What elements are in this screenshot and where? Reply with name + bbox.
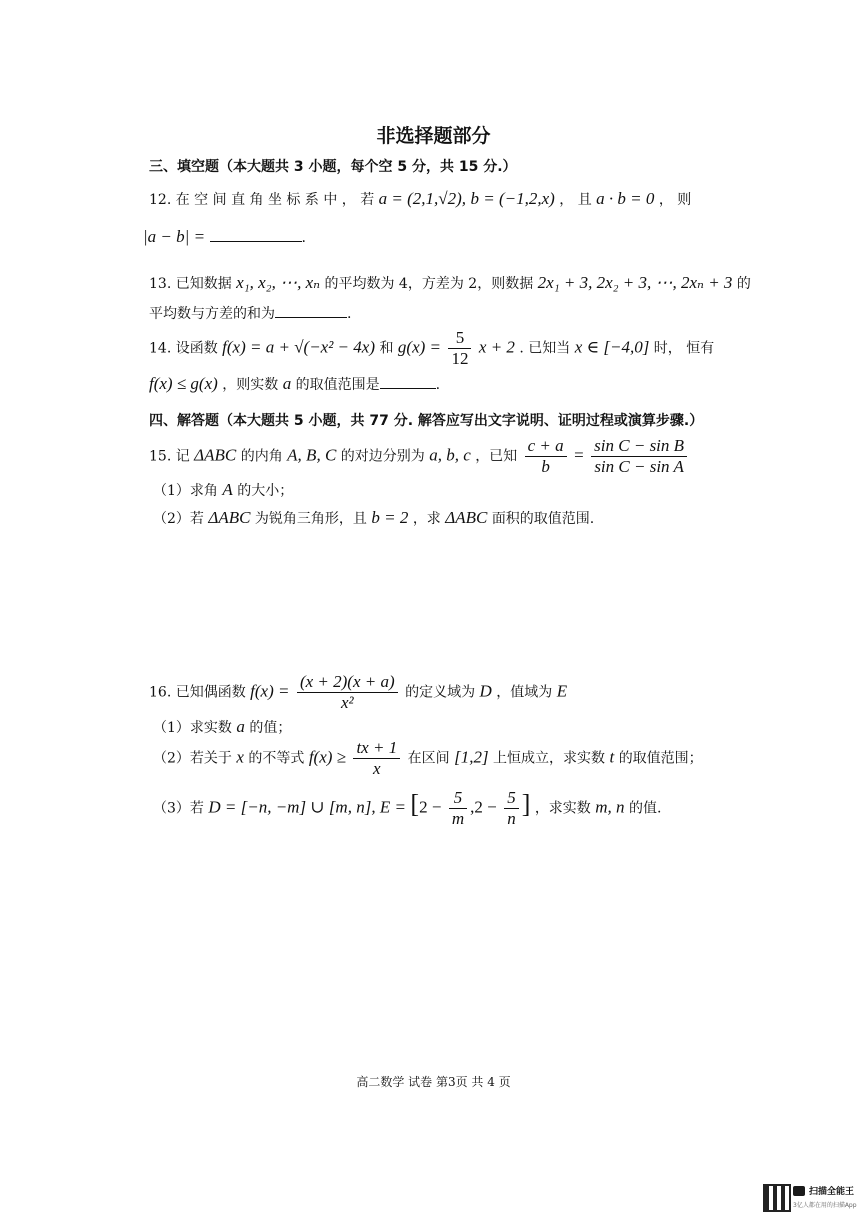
question-13-line1: 13. 已知数据 x₁, x₂, ⋯, xₙ 的平均数为 4，方差为 2，则数据 2x₁ + 3, 2x₂ + 3, ⋯, 2xₙ + 3 的 [149, 273, 751, 292]
scanner-logo-icon [793, 1186, 805, 1196]
fraction-5-over-m: $\frac{5}{m}$ [449, 788, 467, 829]
scanner-brand: 扫描全能王 [809, 1187, 855, 1197]
question-12-line2: |a − b| = . [143, 227, 306, 246]
question-12-line1: 12. 在 空 间 直 角 坐 标 系 中 ， 若 a = (2,1,√2), b = (−1,2,x) ， 且 a · b = 0 ， 则 [149, 189, 692, 208]
question-16-stem: 16. 已知偶函数 f(x) = $\frac{(x + 2)(x + a)}{\text{x²}}$ 的定义域为 D ，值域为 E [149, 672, 568, 712]
question-16-part3: （3）若 D = [−n, −m] ∪ [m, n], E = [2 − $\frac{5}{m}$ ,2 − $\frac{5}{n}$ ] ，求实数 m, n 的值. [153, 788, 662, 828]
question-13-line2: 平均数与方差的和为 . [149, 303, 351, 325]
page-footer: 高二数学 试卷 第3页 共 4 页 [356, 1075, 511, 1089]
question-14-line1: 14. 设函数 f(x) = a + √(−x² − 4x) 和 g(x) = $\frac{5}{12}$ x + 2 . 已知当 x ∈ [−4,0] 时， 恒有 [149, 328, 715, 368]
answer-blank [275, 303, 347, 318]
question-15-part1: （1）求角 A 的大小； [153, 480, 294, 499]
fraction-function-f: $\frac{(x + 2)(x + a)}{\text{x²}}$ [297, 672, 398, 713]
fraction-sine-ratio: $\frac{\text{sin C − sin B}}{\text{sin C − sin A}}$ [591, 436, 687, 477]
vector-b-definition: b = (−1,2,x) [470, 189, 555, 208]
section-heading-solutions: 四、解答题（本大题共 5 小题，共 77 分. 解答应写出文字说明、证明过程或演算步骤.） [149, 413, 704, 429]
question-16-part1: （1）求实数 a 的值； [153, 717, 292, 736]
scanner-tagline: 3亿人都在用的扫描App [793, 1202, 857, 1209]
vector-difference-magnitude: |a − b| = [143, 227, 206, 246]
answer-blank [380, 374, 436, 389]
answer-blank [210, 227, 302, 242]
section-heading-fill-in: 三、填空题（本大题共 3 小题，每个空 5 分，共 15 分.） [149, 159, 517, 175]
dot-product-condition: a · b = 0 [596, 189, 655, 208]
fraction-5-12: $\frac{5}{12}$ [448, 328, 471, 369]
fraction-tx-plus-1-over-x: $\frac{tx + 1}{x}$ [353, 738, 400, 779]
page-title: 非选择题部分 [376, 125, 491, 147]
scanner-watermark [757, 1180, 857, 1220]
question-15-part2: （2）若 ΔABC 为锐角三角形，且 b = 2 ，求 ΔABC 面积的取值范围. [153, 508, 595, 527]
question-15-stem: 15. 记 ΔABC 的内角 A, B, C 的对边分别为 a, b, c ，已知 $\frac{c + a}{b}$ = $\frac{\text{sin C − sin B}}{\text{sin C − sin A}}$ [149, 436, 690, 477]
fraction-5-over-n: $\frac{5}{n}$ [504, 788, 519, 829]
fraction-ca-over-b: $\frac{c + a}{b}$ [525, 436, 567, 477]
vector-a-definition: a = (2,1,√2), [378, 189, 467, 208]
qr-code-icon [763, 1184, 791, 1212]
question-14-line2: f(x) ≤ g(x) ，则实数 a 的取值范围是 . [149, 374, 441, 393]
function-f-definition: f(x) = a + √(−x² − 4x) [222, 337, 375, 357]
question-16-part2: （2）若关于 x 的不等式 f(x) ≥ $\frac{tx + 1}{x}$ 在区间 [1,2] 上恒成立，求实数 t 的取值范围； [153, 738, 703, 778]
